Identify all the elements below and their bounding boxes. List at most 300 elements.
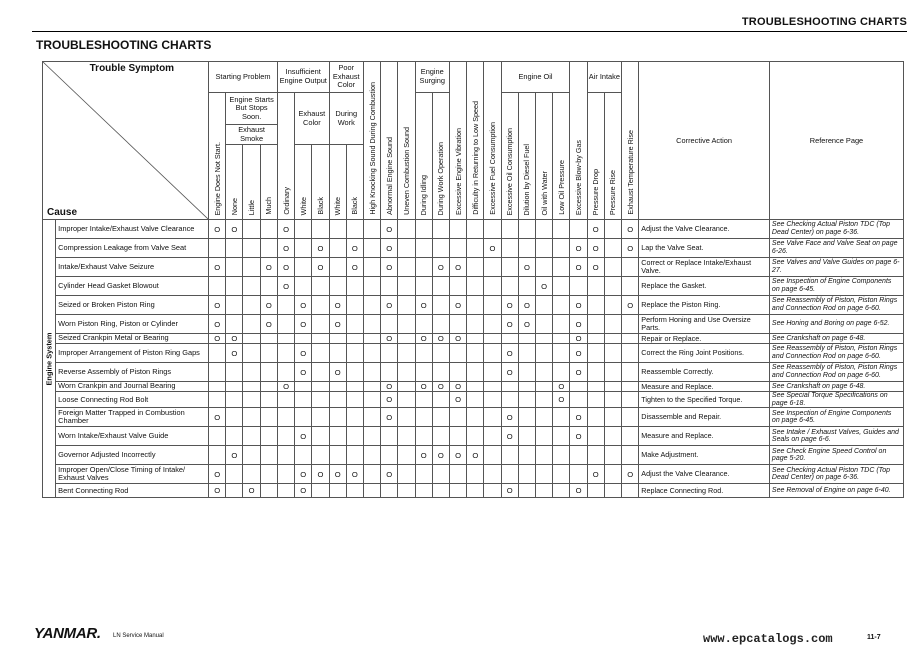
symptom-mark-cell: O bbox=[570, 427, 587, 446]
symptom-mark-cell: O bbox=[501, 484, 518, 498]
symptom-mark-cell: O bbox=[449, 392, 466, 408]
symptom-mark-cell bbox=[260, 382, 277, 392]
symptom-mark-cell bbox=[604, 392, 621, 408]
symptom-mark-cell bbox=[295, 408, 312, 427]
symptom-mark-cell bbox=[467, 220, 484, 239]
symptom-mark-cell bbox=[243, 408, 260, 427]
reference-page-cell: See Inspection of Engine Components on page 6-45. bbox=[769, 408, 903, 427]
symptom-mark-cell bbox=[295, 239, 312, 258]
reference-page-cell: See Reassembly of Piston, Piston Rings and Connection Rod on page 6-60. bbox=[769, 296, 903, 315]
cause-cell: Seized Crankpin Metal or Bearing bbox=[56, 334, 209, 344]
symptom-mark-cell: O bbox=[587, 220, 604, 239]
symptom-mark-cell: O bbox=[381, 382, 398, 392]
table-row bbox=[43, 484, 904, 498]
symptom-mark-cell bbox=[432, 220, 449, 239]
page-number: 11-7 bbox=[867, 634, 881, 641]
symptom-mark-cell bbox=[415, 258, 432, 277]
symptom-mark-cell bbox=[243, 392, 260, 408]
symptom-mark-cell bbox=[570, 465, 587, 484]
table-body bbox=[43, 220, 904, 498]
symptom-mark-cell bbox=[295, 446, 312, 465]
corrective-action-cell: Measure and Replace. bbox=[639, 382, 770, 392]
symptom-mark-cell bbox=[449, 427, 466, 446]
symptom-mark-cell bbox=[432, 296, 449, 315]
symptom-mark-cell: O bbox=[209, 296, 226, 315]
symptom-mark-cell: O bbox=[570, 484, 587, 498]
symptom-mark-cell bbox=[587, 382, 604, 392]
symptom-mark-cell: O bbox=[277, 220, 294, 239]
symptom-mark-cell bbox=[277, 334, 294, 344]
symptom-mark-cell: O bbox=[501, 408, 518, 427]
symptom-mark-cell bbox=[604, 363, 621, 382]
cause-cell: Worn Piston Ring, Piston or Cylinder bbox=[56, 315, 209, 334]
symptom-mark-cell bbox=[501, 446, 518, 465]
symptom-mark-cell bbox=[553, 315, 570, 334]
symptom-mark-cell bbox=[467, 239, 484, 258]
symptom-mark-cell bbox=[570, 446, 587, 465]
table-row bbox=[43, 296, 904, 315]
symptom-mark-cell bbox=[277, 427, 294, 446]
symptom-mark-cell: O bbox=[209, 484, 226, 498]
col-header-24: Exhaust Temperature Rise bbox=[622, 62, 639, 220]
symptom-mark-cell bbox=[398, 220, 415, 239]
col-header-14: Excessive Engine Vibration bbox=[449, 62, 466, 220]
symptom-mark-cell: O bbox=[622, 296, 639, 315]
symptom-mark-cell bbox=[587, 446, 604, 465]
symptom-mark-cell bbox=[467, 296, 484, 315]
symptom-mark-cell: O bbox=[260, 258, 277, 277]
cause-cell: Improper Open/Close Timing of Intake/ Exhaust Valves bbox=[56, 465, 209, 484]
symptom-mark-cell bbox=[329, 446, 346, 465]
symptom-mark-cell bbox=[260, 484, 277, 498]
col-header-4: Ordinary bbox=[277, 93, 294, 220]
symptom-mark-cell bbox=[518, 344, 535, 363]
group-during-work: During Work bbox=[329, 93, 363, 145]
symptom-mark-cell bbox=[570, 277, 587, 296]
symptom-mark-cell bbox=[312, 344, 329, 363]
symptom-mark-cell: O bbox=[501, 427, 518, 446]
symptom-mark-cell bbox=[553, 296, 570, 315]
symptom-mark-cell bbox=[243, 344, 260, 363]
corner-cell bbox=[43, 62, 209, 220]
symptom-mark-cell bbox=[346, 344, 363, 363]
col-header-7: White bbox=[329, 145, 346, 220]
col-header-10: Abnormal Engine Sound bbox=[381, 62, 398, 220]
corrective-action-cell: Adjust the Valve Clearance. bbox=[639, 465, 770, 484]
symptom-mark-cell bbox=[518, 484, 535, 498]
symptom-mark-cell bbox=[209, 363, 226, 382]
symptom-mark-cell bbox=[467, 465, 484, 484]
symptom-mark-cell: O bbox=[277, 258, 294, 277]
symptom-mark-cell bbox=[570, 392, 587, 408]
symptom-mark-cell bbox=[329, 277, 346, 296]
symptom-mark-cell: O bbox=[329, 296, 346, 315]
symptom-mark-cell bbox=[536, 258, 553, 277]
symptom-mark-cell bbox=[243, 296, 260, 315]
table-row bbox=[43, 465, 904, 484]
symptom-mark-cell bbox=[363, 296, 380, 315]
symptom-mark-cell: O bbox=[432, 382, 449, 392]
symptom-mark-cell bbox=[484, 315, 501, 334]
symptom-mark-cell: O bbox=[484, 239, 501, 258]
symptom-mark-cell bbox=[277, 465, 294, 484]
symptom-mark-cell: O bbox=[587, 258, 604, 277]
symptom-mark-cell bbox=[260, 427, 277, 446]
corrective-action-cell: Replace the Gasket. bbox=[639, 277, 770, 296]
symptom-mark-cell bbox=[312, 334, 329, 344]
symptom-mark-cell bbox=[398, 392, 415, 408]
symptom-mark-cell bbox=[604, 296, 621, 315]
col-header-2: Little bbox=[243, 145, 260, 220]
cause-cell: Intake/Exhaust Valve Seizure bbox=[56, 258, 209, 277]
symptom-mark-cell bbox=[243, 277, 260, 296]
symptom-mark-cell bbox=[622, 344, 639, 363]
symptom-mark-cell: O bbox=[209, 408, 226, 427]
symptom-mark-cell bbox=[518, 408, 535, 427]
symptom-mark-cell bbox=[484, 392, 501, 408]
symptom-mark-cell bbox=[604, 315, 621, 334]
table-row bbox=[43, 220, 904, 239]
symptom-mark-cell: O bbox=[449, 382, 466, 392]
cause-cell: Foreign Matter Trapped in Combustion Chamber bbox=[56, 408, 209, 427]
col-header-17: Excessive Oil Consumption bbox=[501, 93, 518, 220]
symptom-mark-cell bbox=[243, 382, 260, 392]
symptom-mark-cell bbox=[363, 484, 380, 498]
symptom-mark-cell bbox=[501, 382, 518, 392]
symptom-mark-cell bbox=[398, 277, 415, 296]
symptom-mark-cell bbox=[243, 446, 260, 465]
symptom-mark-cell: O bbox=[381, 465, 398, 484]
symptom-mark-cell bbox=[415, 465, 432, 484]
symptom-mark-cell bbox=[277, 408, 294, 427]
symptom-mark-cell bbox=[432, 239, 449, 258]
symptom-mark-cell bbox=[415, 408, 432, 427]
symptom-mark-cell bbox=[484, 363, 501, 382]
group-insufficient-output: Insufficient Engine Output bbox=[277, 62, 329, 93]
symptom-mark-cell bbox=[381, 344, 398, 363]
symptom-mark-cell: O bbox=[467, 446, 484, 465]
symptom-mark-cell bbox=[604, 220, 621, 239]
symptom-mark-cell: O bbox=[415, 296, 432, 315]
symptom-mark-cell bbox=[518, 220, 535, 239]
symptom-mark-cell bbox=[570, 382, 587, 392]
symptom-mark-cell bbox=[518, 427, 535, 446]
symptom-mark-cell: O bbox=[295, 363, 312, 382]
symptom-mark-cell bbox=[587, 363, 604, 382]
symptom-mark-cell bbox=[312, 277, 329, 296]
symptom-mark-cell: O bbox=[346, 239, 363, 258]
symptom-mark-cell bbox=[518, 277, 535, 296]
reference-page-cell: See Check Engine Speed Control on page 5-20. bbox=[769, 446, 903, 465]
symptom-mark-cell bbox=[449, 239, 466, 258]
col-header-5: White bbox=[295, 145, 312, 220]
symptom-mark-cell: O bbox=[295, 465, 312, 484]
symptom-mark-cell bbox=[363, 334, 380, 344]
symptom-mark-cell: O bbox=[570, 408, 587, 427]
symptom-mark-cell bbox=[501, 220, 518, 239]
corrective-action-cell: Perform Honing and Use Oversize Parts. bbox=[639, 315, 770, 334]
symptom-mark-cell: O bbox=[415, 334, 432, 344]
symptom-mark-cell bbox=[501, 465, 518, 484]
symptom-mark-cell bbox=[604, 382, 621, 392]
symptom-mark-cell bbox=[536, 344, 553, 363]
symptom-mark-cell: O bbox=[501, 344, 518, 363]
symptom-mark-cell bbox=[518, 446, 535, 465]
footer-url: www.epcatalogs.com bbox=[703, 632, 833, 646]
symptom-mark-cell: O bbox=[277, 382, 294, 392]
symptom-mark-cell bbox=[622, 392, 639, 408]
symptom-mark-cell bbox=[312, 484, 329, 498]
symptom-mark-cell bbox=[587, 296, 604, 315]
symptom-mark-cell bbox=[346, 484, 363, 498]
symptom-mark-cell bbox=[501, 392, 518, 408]
table-row bbox=[43, 408, 904, 427]
table-row bbox=[43, 239, 904, 258]
header-title: TROUBLESHOOTING CHARTS bbox=[741, 16, 907, 28]
engine-system-side-label bbox=[43, 220, 56, 498]
symptom-mark-cell: O bbox=[209, 220, 226, 239]
symptom-mark-cell bbox=[536, 408, 553, 427]
symptom-mark-cell: O bbox=[209, 258, 226, 277]
symptom-mark-cell bbox=[622, 363, 639, 382]
symptom-mark-cell bbox=[449, 465, 466, 484]
symptom-mark-cell: O bbox=[587, 239, 604, 258]
symptom-mark-cell bbox=[363, 446, 380, 465]
symptom-mark-cell: O bbox=[501, 363, 518, 382]
symptom-mark-cell bbox=[622, 427, 639, 446]
symptom-mark-cell bbox=[415, 427, 432, 446]
symptom-mark-cell bbox=[398, 484, 415, 498]
symptom-mark-cell bbox=[398, 296, 415, 315]
symptom-mark-cell bbox=[312, 315, 329, 334]
symptom-mark-cell: O bbox=[329, 315, 346, 334]
symptom-mark-cell bbox=[467, 277, 484, 296]
symptom-mark-cell: O bbox=[449, 446, 466, 465]
symptom-mark-cell bbox=[432, 392, 449, 408]
symptom-mark-cell bbox=[363, 465, 380, 484]
symptom-mark-cell bbox=[587, 277, 604, 296]
symptom-mark-cell bbox=[398, 258, 415, 277]
reference-page-header: Reference Page bbox=[769, 62, 903, 220]
symptom-mark-cell bbox=[536, 334, 553, 344]
symptom-mark-cell: O bbox=[312, 239, 329, 258]
symptom-mark-cell: O bbox=[243, 484, 260, 498]
symptom-mark-cell bbox=[226, 484, 243, 498]
symptom-mark-cell bbox=[346, 220, 363, 239]
symptom-mark-cell: O bbox=[518, 315, 535, 334]
symptom-mark-cell bbox=[467, 258, 484, 277]
symptom-mark-cell bbox=[398, 427, 415, 446]
symptom-mark-cell bbox=[226, 465, 243, 484]
group-starting-problem: Starting Problem bbox=[209, 62, 278, 93]
symptom-mark-cell: O bbox=[381, 334, 398, 344]
symptom-mark-cell bbox=[226, 363, 243, 382]
symptom-mark-cell bbox=[346, 427, 363, 446]
trouble-symptom-label: Trouble Symptom bbox=[89, 63, 175, 74]
symptom-mark-cell: O bbox=[381, 239, 398, 258]
symptom-mark-cell bbox=[518, 239, 535, 258]
symptom-mark-cell bbox=[501, 258, 518, 277]
symptom-mark-cell: O bbox=[553, 392, 570, 408]
symptom-mark-cell bbox=[467, 382, 484, 392]
page-title: TROUBLESHOOTING CHARTS bbox=[36, 38, 212, 52]
symptom-mark-cell: O bbox=[277, 239, 294, 258]
symptom-mark-cell bbox=[209, 239, 226, 258]
symptom-mark-cell bbox=[484, 465, 501, 484]
symptom-mark-cell bbox=[467, 344, 484, 363]
symptom-mark-cell bbox=[449, 344, 466, 363]
troubleshooting-table bbox=[42, 61, 904, 498]
symptom-mark-cell bbox=[312, 220, 329, 239]
symptom-mark-cell bbox=[536, 427, 553, 446]
symptom-mark-cell bbox=[622, 258, 639, 277]
symptom-mark-cell bbox=[312, 446, 329, 465]
symptom-mark-cell bbox=[226, 315, 243, 334]
symptom-mark-cell bbox=[622, 484, 639, 498]
cause-label: Cause bbox=[47, 207, 78, 219]
symptom-mark-cell: O bbox=[622, 465, 639, 484]
symptom-mark-cell bbox=[346, 382, 363, 392]
cause-cell: Improper Arrangement of Piston Ring Gaps bbox=[56, 344, 209, 363]
symptom-mark-cell: O bbox=[381, 220, 398, 239]
symptom-mark-cell bbox=[243, 465, 260, 484]
symptom-mark-cell bbox=[363, 363, 380, 382]
reference-page-cell: See Valve Face and Valve Seat on page 6-26. bbox=[769, 239, 903, 258]
symptom-mark-cell: O bbox=[295, 315, 312, 334]
symptom-mark-cell bbox=[604, 446, 621, 465]
group-poor-exhaust-color: Poor Exhaust Color bbox=[329, 62, 363, 93]
symptom-mark-cell bbox=[553, 344, 570, 363]
symptom-mark-cell: O bbox=[501, 315, 518, 334]
symptom-mark-cell bbox=[243, 239, 260, 258]
symptom-mark-cell bbox=[260, 363, 277, 382]
col-header-8: Black bbox=[346, 145, 363, 220]
symptom-mark-cell bbox=[570, 220, 587, 239]
symptom-mark-cell bbox=[587, 334, 604, 344]
symptom-mark-cell: O bbox=[570, 315, 587, 334]
symptom-mark-cell bbox=[518, 363, 535, 382]
symptom-mark-cell bbox=[329, 484, 346, 498]
col-header-1: None bbox=[226, 145, 243, 220]
symptom-mark-cell: O bbox=[536, 277, 553, 296]
symptom-mark-cell: O bbox=[570, 239, 587, 258]
symptom-mark-cell bbox=[432, 277, 449, 296]
symptom-mark-cell bbox=[277, 484, 294, 498]
corrective-action-cell: Adjust the Valve Clearance. bbox=[639, 220, 770, 239]
col-header-19: Oil with Water bbox=[536, 93, 553, 220]
symptom-mark-cell: O bbox=[295, 484, 312, 498]
symptom-mark-cell: O bbox=[449, 334, 466, 344]
corrective-action-cell: Reassemble Correctly. bbox=[639, 363, 770, 382]
corner-diagonal bbox=[43, 62, 208, 219]
symptom-mark-cell: O bbox=[209, 334, 226, 344]
symptom-mark-cell bbox=[553, 220, 570, 239]
table-row bbox=[43, 344, 904, 363]
symptom-mark-cell bbox=[604, 258, 621, 277]
symptom-mark-cell bbox=[449, 315, 466, 334]
table-row bbox=[43, 382, 904, 392]
symptom-mark-cell bbox=[432, 344, 449, 363]
symptom-mark-cell bbox=[449, 484, 466, 498]
symptom-mark-cell bbox=[226, 258, 243, 277]
symptom-mark-cell bbox=[518, 382, 535, 392]
symptom-mark-cell bbox=[243, 334, 260, 344]
symptom-mark-cell bbox=[587, 315, 604, 334]
symptom-mark-cell bbox=[363, 315, 380, 334]
symptom-mark-cell bbox=[604, 334, 621, 344]
symptom-mark-cell bbox=[226, 408, 243, 427]
symptom-mark-cell bbox=[363, 239, 380, 258]
corrective-action-cell: Make Adjustment. bbox=[639, 446, 770, 465]
symptom-mark-cell: O bbox=[295, 296, 312, 315]
symptom-mark-cell bbox=[553, 277, 570, 296]
symptom-mark-cell bbox=[604, 408, 621, 427]
col-header-0: Engine Does Not Start. bbox=[209, 93, 226, 220]
symptom-mark-cell: O bbox=[432, 446, 449, 465]
symptom-mark-cell bbox=[346, 277, 363, 296]
symptom-mark-cell bbox=[398, 363, 415, 382]
symptom-mark-cell bbox=[553, 465, 570, 484]
symptom-mark-cell: O bbox=[381, 392, 398, 408]
group-air-intake: Air Intake bbox=[587, 62, 621, 93]
symptom-mark-cell bbox=[329, 220, 346, 239]
symptom-mark-cell bbox=[484, 382, 501, 392]
symptom-mark-cell bbox=[209, 427, 226, 446]
symptom-mark-cell bbox=[604, 344, 621, 363]
symptom-mark-cell: O bbox=[622, 220, 639, 239]
symptom-mark-cell bbox=[226, 392, 243, 408]
symptom-mark-cell: O bbox=[226, 220, 243, 239]
symptom-mark-cell bbox=[587, 344, 604, 363]
symptom-mark-cell bbox=[346, 446, 363, 465]
symptom-mark-cell: O bbox=[570, 344, 587, 363]
symptom-mark-cell bbox=[312, 363, 329, 382]
col-header-21: Excessive Blow-by Gas bbox=[570, 62, 587, 220]
symptom-mark-cell bbox=[363, 408, 380, 427]
symptom-mark-cell bbox=[312, 392, 329, 408]
symptom-mark-cell bbox=[536, 465, 553, 484]
corrective-action-cell: Replace the Piston Ring. bbox=[639, 296, 770, 315]
reference-page-cell: See Intake / Exhaust Valves, Guides and Seals on page 6-6. bbox=[769, 427, 903, 446]
symptom-mark-cell bbox=[536, 220, 553, 239]
symptom-mark-cell bbox=[622, 315, 639, 334]
symptom-mark-cell bbox=[553, 258, 570, 277]
symptom-mark-cell bbox=[260, 344, 277, 363]
col-header-20: Low Oil Pressure bbox=[553, 93, 570, 220]
col-header-11: Uneven Combustion Sound bbox=[398, 62, 415, 220]
reference-page-cell: See Reassembly of Piston, Piston Rings and Connection Rod on page 6-60. bbox=[769, 363, 903, 382]
symptom-mark-cell bbox=[295, 220, 312, 239]
symptom-mark-cell bbox=[553, 239, 570, 258]
table-row bbox=[43, 315, 904, 334]
symptom-mark-cell bbox=[363, 392, 380, 408]
symptom-mark-cell bbox=[295, 334, 312, 344]
corrective-action-cell: Disassemble and Repair. bbox=[639, 408, 770, 427]
symptom-mark-cell: O bbox=[449, 296, 466, 315]
symptom-mark-cell bbox=[260, 220, 277, 239]
symptom-mark-cell bbox=[536, 484, 553, 498]
symptom-mark-cell bbox=[536, 446, 553, 465]
symptom-mark-cell bbox=[415, 392, 432, 408]
table-row bbox=[43, 446, 904, 465]
symptom-mark-cell bbox=[536, 382, 553, 392]
symptom-mark-cell bbox=[381, 484, 398, 498]
symptom-mark-cell bbox=[604, 465, 621, 484]
symptom-mark-cell bbox=[604, 427, 621, 446]
symptom-mark-cell: O bbox=[622, 239, 639, 258]
reference-page-cell: See Reassembly of Piston, Piston Rings and Connection Rod on page 6-60. bbox=[769, 344, 903, 363]
symptom-mark-cell bbox=[312, 382, 329, 392]
